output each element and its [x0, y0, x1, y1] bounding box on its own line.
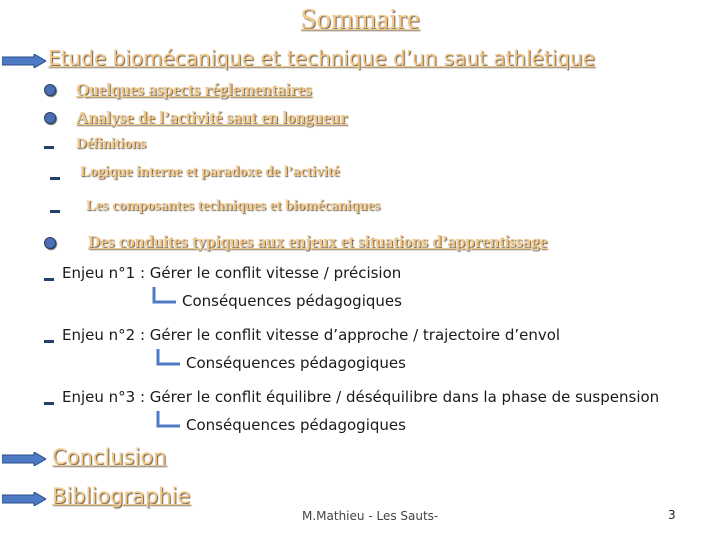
- elbow-arrow-icon: [156, 411, 180, 429]
- bullet-dash-icon: [44, 278, 54, 281]
- enjeu-2-consequence: Conséquences pédagogiques: [186, 354, 406, 372]
- arrow-right-icon: [2, 54, 46, 68]
- section-heading-etude: Etude biomécanique et technique d’un saut athlétique: [48, 46, 595, 70]
- enjeu-1-consequence: Conséquences pédagogiques: [182, 292, 402, 310]
- bullet-dot-icon: [44, 84, 56, 96]
- bullet-dot-icon: [44, 112, 56, 124]
- item-aspects-reglementaires: Quelques aspects réglementaires: [76, 80, 312, 99]
- elbow-arrow-icon: [152, 287, 176, 305]
- footer-author: M.Mathieu - Les Sauts-: [302, 509, 439, 523]
- enjeu-1-label: Enjeu n°1 : Gérer le conflit vitesse / précision: [62, 264, 402, 282]
- enjeu-2-label: Enjeu n°2 : Gérer le conflit vitesse d’approche / trajectoire d’envol: [62, 326, 561, 344]
- bullet-dash-icon: [44, 402, 54, 405]
- arrow-right-icon: [2, 452, 46, 466]
- item-definitions: Définitions: [76, 136, 147, 152]
- page-number: 3: [668, 508, 676, 522]
- item-composantes: Les composantes techniques et biomécaniques: [86, 198, 381, 214]
- item-logique-interne: Logique interne et paradoxe de l’activité: [80, 164, 340, 180]
- section-heading-bibliographie: Bibliographie: [52, 484, 191, 508]
- elbow-arrow-icon: [156, 349, 180, 367]
- enjeu-3-label: Enjeu n°3 : Gérer le conflit équilibre / déséquilibre dans la phase de suspension: [62, 388, 660, 406]
- item-analyse-activite: Analyse de l’activité saut en longueur: [76, 108, 348, 127]
- bullet-dash-icon: [44, 146, 54, 149]
- item-conduites-typiques: Des conduites typiques aux enjeux et situations d’apprentissage: [88, 232, 548, 251]
- bullet-dash-icon: [50, 210, 60, 213]
- section-heading-conclusion: Conclusion: [52, 445, 167, 469]
- enjeu-3-consequence: Conséquences pédagogiques: [186, 416, 406, 434]
- bullet-dash-icon: [44, 340, 54, 343]
- bullet-dot-icon: [44, 237, 56, 249]
- page-title: Sommaire: [300, 3, 420, 35]
- arrow-right-icon: [2, 492, 46, 506]
- bullet-dash-icon: [50, 177, 60, 180]
